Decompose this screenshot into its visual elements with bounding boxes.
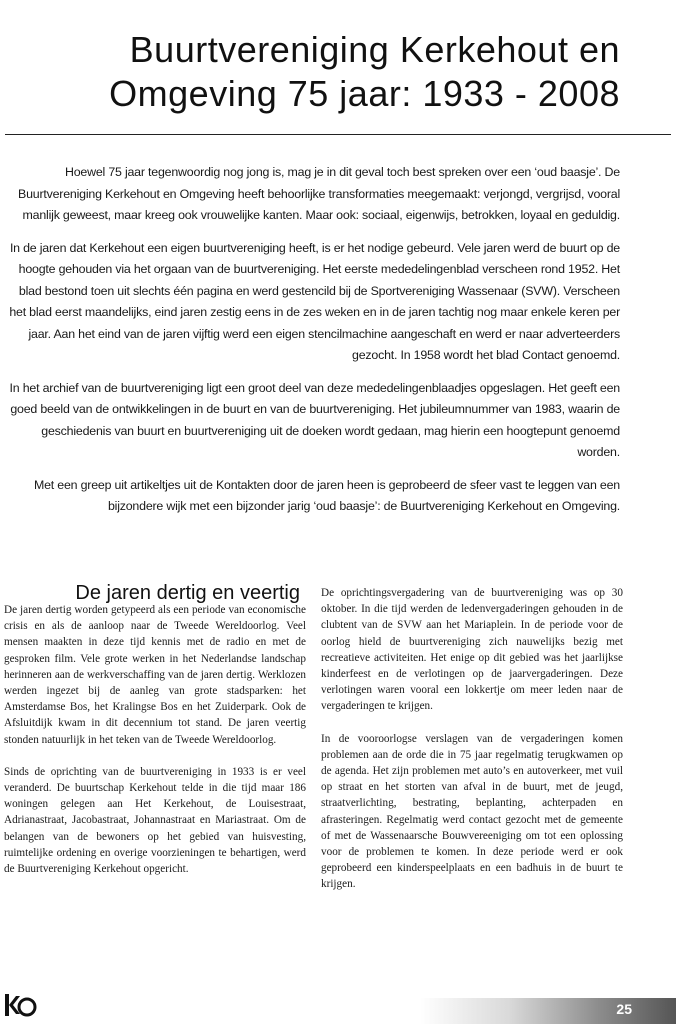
intro-paragraph-1: Hoewel 75 jaar tegenwoordig nog jong is, mag je in dit geval toch best spreken over een ‘oud baasje’. De Buurtvereniging Kerkehout en Omgeving heeft behoorlijke transformaties meegemaakt: verjongd, vergrijsd, vooral manlijk geweest, maar kreeg ook vrouwelijke kanten. Maar ook: sociaal, eigenwijs, betrokken, loyaal en geduldig. (18, 165, 620, 222)
section-heading: De jaren dertig en veertig (75, 582, 300, 604)
title-divider (5, 134, 671, 135)
intro-paragraph-2: In de jaren dat Kerkehout een eigen buurtvereniging heeft, is er het nodige gebeurd. Vele jaren werd de buurt op de hoogte gehouden via het orgaan van de buurtvereniging. Het eerste mededelingenblad verscheen rond 1952. Het blad bestond toen uit slechts één pagina en werd gestencild bij de Sportvereniging Wassenaar (SVW). Verscheen het blad eerst maandelijks, eind jaren zestig eens in de zes weken en in de jaren tachtig nog maar enkele keren per jaar. Aan het eind van de jaren vijftig werd een eigen stencilmachine aangeschaft en werd er naar adverteerders gezocht. In 1958 wordt het blad Contact genoemd. (9, 240, 620, 362)
left-column (4, 602, 306, 893)
intro-paragraph-3: In het archief van de buurtvereniging ligt een groot deel van deze mededelingenblaadjes opgeslagen. Het geeft een goed beeld van de ontwikkelingen in de buurt en van de buurtvereniging. Het jubileumnummer van 1983, waarin de geschiedenis van buurt en buurtvereniging uit de doeken wordt gedaan, mag hierin een hoogtepunt genoemd worden. (9, 380, 620, 459)
right-column (321, 585, 623, 909)
right-paragraph-2: In de vooroorlogse verslagen van de vergaderingen komen problemen aan de orde die in 75 jaar regelmatig terugkwamen op de agenda. Het zijn problemen met auto’s en autoverkeer, met vuil op straat en het storten van afval in de buurt, met de jeugd, straatverlichting, bestrating, beplanting, achterpaden en afrasteringen. Regelmatig werd contact gezocht met de gemeente of met de Wassenaarsche Bouwvereeniging om tot een oplossing voor de problemen te komen. In deze periode werd er ook geprobeerd een kinderspeelplaats en een badhuis in de buurt te krijgen. (321, 732, 623, 891)
right-paragraph-1: De oprichtingsvergadering van de buurtvereniging was op 30 oktober. In die tijd werden de ledenvergaderingen gehouden in de clubtent van de SVW aan het Mariaplein. In de periode voor de oorlog hield de buurtvereniging zich nauwelijks bezig met recreatieve activiteiten. Het enige op dit gebied was het jaarlijkse kinderfeest en de verlotingen op de jaarvergaderingen. Deze verlotingen waren vooral een lokkertje om meer leden naar de vergaderingen te krijgen. (321, 587, 623, 713)
page-title-line-2: Omgeving 75 jaar: 1933 - 2008 (109, 73, 620, 114)
intro-text (8, 162, 620, 529)
left-paragraph-2: Sinds de oprichting van de buurtvereniging in 1933 is er veel veranderd. De buurtschap Kerkehout telde in die tijd maar 186 woningen gelegen aan Het Kerkehout, de Louisestraat, Adrianastraat, Jacobastraat, Johannastraat en Mariastraat. Om de belangen van de bewoners op het gebied van huisvesting, ruimtelijke ordening en overige voorzieningen te behartigen, werd de Buurtvereniging Kerkehout opgericht. (4, 765, 306, 876)
footer-bar (420, 998, 676, 1024)
intro-paragraph-4: Met een greep uit artikeltjes uit de Kontakten door de jaren heen is geprobeerd de sfeer vast te leggen van een bijzondere wijk met een bijzonder jarig ‘oud baasje’: de Buurtvereniging Kerkehout en Omgeving. (33, 477, 620, 513)
left-paragraph-1: De jaren dertig worden getypeerd als een periode van economische crisis en als de aanloop naar de Tweede Wereldoorlog. Veel mensen maakten in deze tijd kennis met de radio en met de gesproken film. Vele grote werken in het Nederlandse landschap herinneren aan de werkverschaffing van de jaren dertig. Werklozen werden ingezet bij de aanleg van grote stadsparken: het Amsterdamse Bos, het Kralingse Bos en het Zuiderpark. Ook de Afsluitdijk kwam in dit decennium tot stand. De jaren veertig stonden natuurlijk in het teken van de Tweede Wereldoorlog. (4, 604, 306, 746)
ko-logo-icon (4, 992, 38, 1018)
page-number: 25 (616, 1001, 632, 1017)
page-title-line-1: Buurtvereniging Kerkehout en (129, 29, 620, 70)
page-title (60, 28, 620, 116)
